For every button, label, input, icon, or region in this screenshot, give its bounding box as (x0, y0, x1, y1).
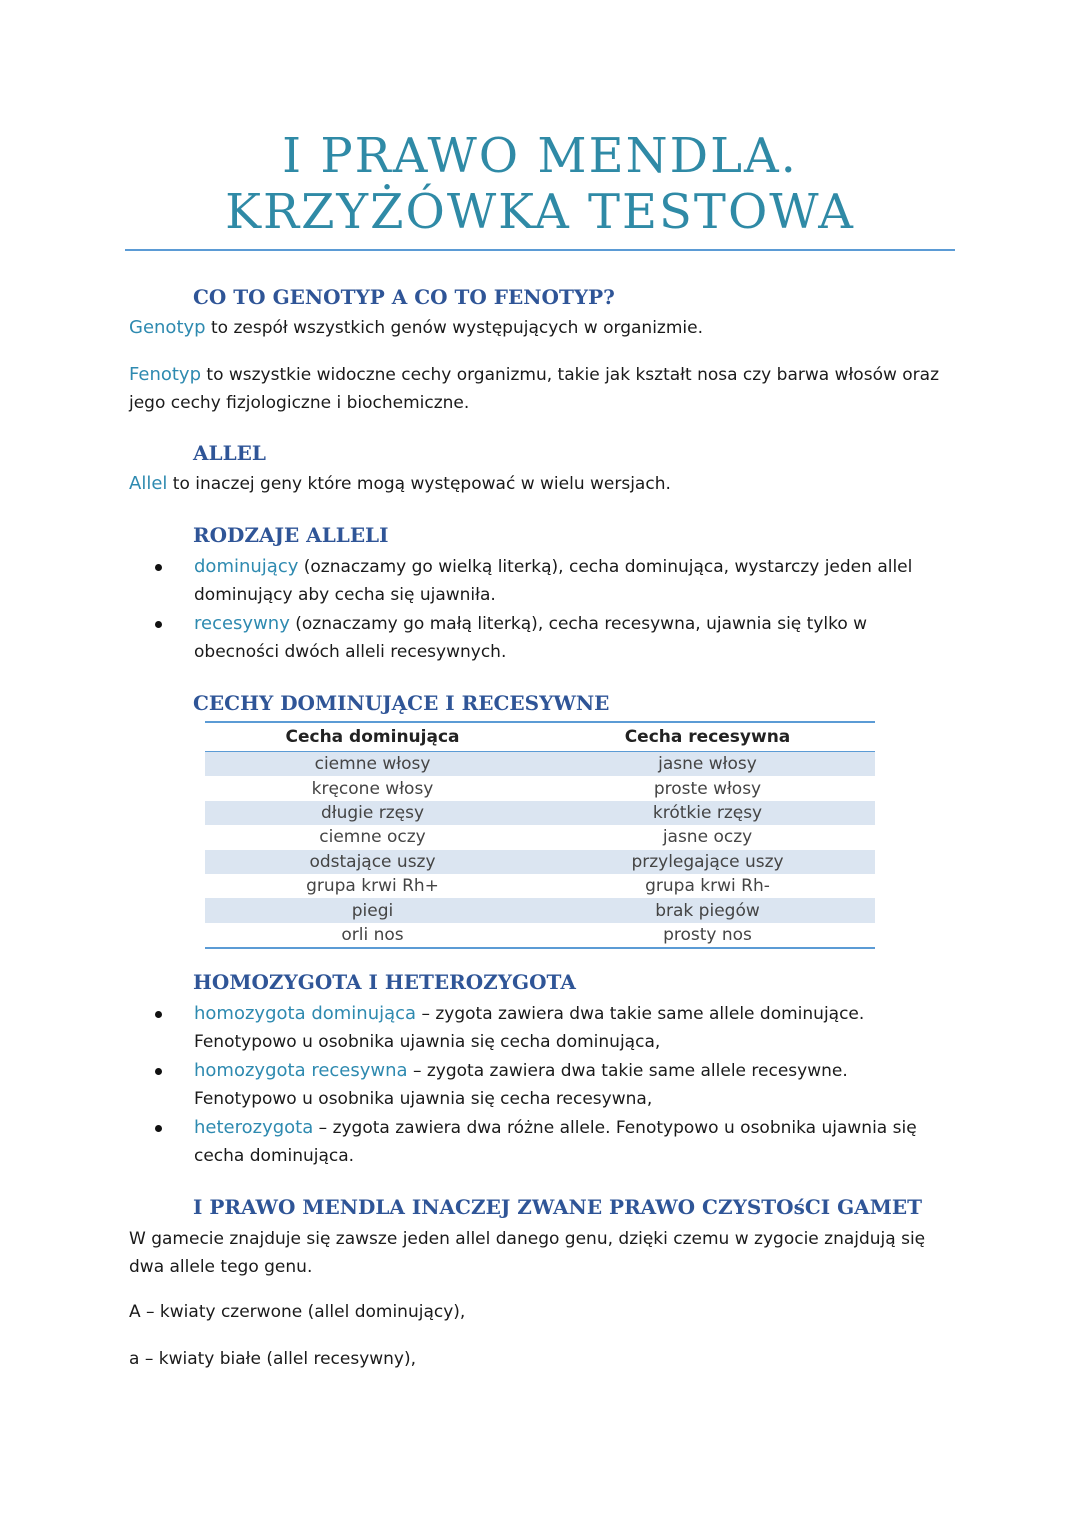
line-allel-a: A – kwiaty czerwone (allel dominujący), (129, 1302, 466, 1322)
cell-recesywna: przylegające uszy (540, 850, 875, 874)
paragraph-prawo: W gamecie znajduje się zawsze jeden allel danego genu, dzięki czemu w zygocie znajdują się dwa allele tego genu. (129, 1229, 926, 1277)
traits-table (205, 721, 875, 949)
paragraph-fenotyp (129, 361, 949, 417)
table-row (205, 801, 875, 825)
cell-dominujaca: odstające uszy (205, 850, 540, 874)
term-recesywny: recesywny (194, 613, 290, 634)
title-line-1: I PRAWO MENDLA. (282, 128, 798, 184)
table-row (205, 850, 875, 874)
cell-recesywna: proste włosy (653, 778, 762, 799)
cell-recesywna: krótkie rzęsy (540, 801, 875, 825)
table-row (205, 898, 875, 922)
list-rodzaje-alleli (150, 553, 950, 667)
list-item (150, 1114, 950, 1170)
heading-prawo-mendla: I PRAWO MENDLA INACZEJ ZWANE PRAWO CZYSTOśCI GAMET (193, 1195, 922, 1219)
text-recesywny: (oznaczamy go małą literką), cecha recesywna, ujawnia się tylko w obecności dwóch alleli recesywnych. (194, 614, 868, 662)
table-row (205, 752, 875, 777)
cell-dominujaca: ciemne włosy (205, 752, 540, 777)
cell-dominujaca: grupa krwi Rh+ (306, 876, 439, 897)
term-fenotyp: Fenotyp (129, 364, 201, 385)
paragraph-genotyp (129, 314, 949, 342)
cell-dominujaca: ciemne oczy (319, 827, 426, 848)
list-item (150, 610, 950, 666)
page-title (125, 128, 955, 240)
text-dominujacy: (oznaczamy go wielką literką), cecha dominująca, wystarczy jeden allel dominujący aby cecha się ujawniła. (194, 557, 913, 605)
heading-rodzaje-alleli: RODZAJE ALLELI (193, 523, 389, 547)
term-homozygota-dominujaca: homozygota dominująca (194, 1003, 417, 1024)
term-allel: Allel (129, 473, 168, 494)
list-item (150, 553, 950, 609)
term-dominujacy: dominujący (194, 556, 299, 577)
traits-table-body (205, 752, 875, 949)
heading-cechy: CECHY DOMINUJĄCE I RECESYWNE (193, 691, 610, 715)
cell-recesywna: grupa krwi Rh- (645, 876, 770, 897)
term-genotyp: Genotyp (129, 317, 206, 338)
list-item (150, 1000, 950, 1056)
table-row (205, 874, 875, 898)
cell-dominujaca: orli nos (341, 924, 404, 945)
cell-recesywna: jasne oczy (662, 827, 753, 848)
cell-recesywna: prosty nos (663, 924, 752, 945)
title-divider (125, 249, 955, 251)
column-header-recesywna: Cecha recesywna (540, 722, 875, 752)
cell-dominujaca: długie rzęsy (205, 801, 540, 825)
cell-recesywna: brak piegów (540, 898, 875, 922)
cell-recesywna: jasne włosy (540, 752, 875, 777)
paragraph-allel (129, 470, 949, 498)
text-allel: to inaczej geny które mogą występować w wielu wersjach. (167, 474, 671, 494)
text-homozygota-dominujaca: – zygota zawiera dwa takie same allele dominujące. Fenotypowo u osobnika ujawnia się cecha dominująca, (194, 1004, 865, 1052)
table-header-row (205, 722, 875, 752)
term-homozygota-recesywna: homozygota recesywna (194, 1060, 408, 1081)
table-row (205, 825, 875, 849)
text-fenotyp: to wszystkie widoczne cechy organizmu, takie jak kształt nosa czy barwa włosów oraz jego cechy fizjologiczne i biochemiczne. (129, 365, 940, 413)
cell-dominujaca: piegi (205, 898, 540, 922)
table-row (205, 776, 875, 800)
text-homozygota-recesywna: – zygota zawiera dwa takie same allele recesywne. Fenotypowo u osobnika ujawnia się cecha recesywna, (194, 1061, 848, 1109)
list-item (150, 1057, 950, 1113)
line-allel-a-lower: a – kwiaty białe (allel recesywny), (129, 1349, 417, 1369)
table-row (205, 923, 875, 948)
list-homozygota (150, 1000, 950, 1171)
text-genotyp: to zespół wszystkich genów występujących w organizmie. (205, 318, 703, 338)
term-heterozygota: heterozygota (194, 1117, 314, 1138)
title-line-2: KRZYŻÓWKA TESTOWA (225, 184, 855, 240)
heading-genotyp: CO TO GENOTYP A CO TO FENOTYP? (193, 285, 615, 309)
heading-homozygota: HOMOZYGOTA I HETEROZYGOTA (193, 970, 576, 994)
cell-dominujaca: kręcone włosy (311, 778, 434, 799)
heading-allel: ALLEL (193, 441, 266, 465)
text-heterozygota: – zygota zawiera dwa różne allele. Fenotypowo u osobnika ujawnia się cecha dominująca. (194, 1118, 917, 1166)
column-header-dominujaca: Cecha dominująca (205, 722, 540, 752)
